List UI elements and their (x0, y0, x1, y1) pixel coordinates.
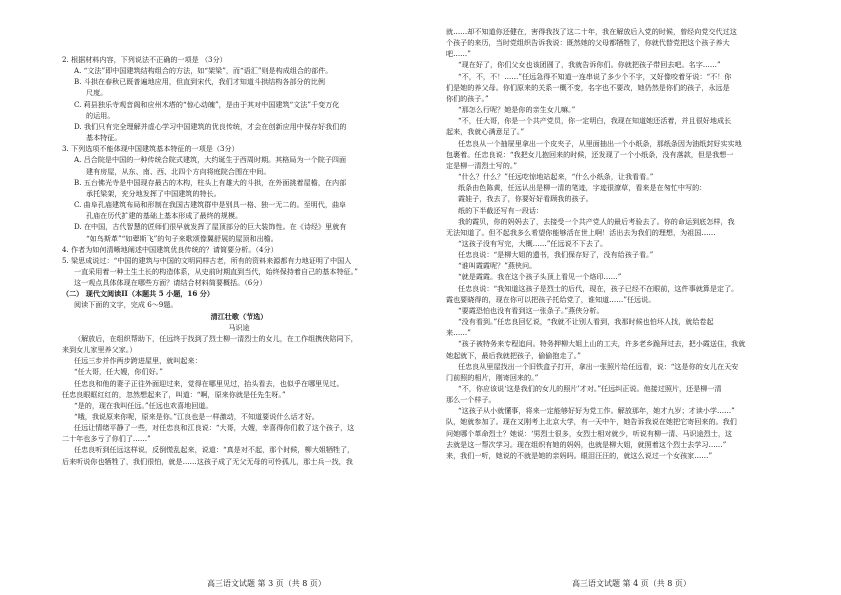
left-text-line: “任大哥，任大嫂，你们好。” (74, 367, 163, 377)
left-text-line: 2. 根据材料内容，下列说法不正确的一项是 （3分） (62, 55, 227, 64)
right-text-line: “孩子被特务来专程追问。特务押柳大姐上山的工夫，许多老乡跪拜过去，把小霞送住，我就 (458, 339, 746, 349)
right-text-line: “没有看到。”任忠良回忆说，“我就不让别人看到，我那时候也怕坏人找，就给卷起 (458, 317, 714, 327)
left-text-line: 孔庙在历代扩建的基础上基本形成了最终的规模。 (86, 211, 243, 221)
right-text-line: 起来，我就心满意足了。” (446, 127, 525, 137)
right-text-line: 个孩子的来历，当时党组织告诉我说：既然她的父母都牺牲了，你就代替党把这个孩子养大 (446, 38, 730, 48)
left-text-line: 这一观点具体体现在哪些方面？请结合材料简要概括。（6分） (74, 278, 267, 288)
left-text-line: 来到女儿家里养父家。） (62, 345, 137, 355)
right-text-line: 门前照的相片，刚寄回来的。” (446, 372, 539, 382)
right-text-line: 就……却不知道你还健在，害得我找了这二十年，我在解放后入党的时候，曾经向党交代过这 (446, 27, 737, 36)
right-text-line: 霞娃子，我去了，你要好好看顾我的孩子。 (458, 194, 593, 204)
right-text-line: “那怎么行呢？她是你的亲生女儿嘛。” (458, 105, 576, 115)
left-text-line: 任远三步并作两步跨进屋里，就叫起来： (74, 356, 202, 366)
left-text-line: “是的，现在我叫任远。”任远也欢喜地回道。 (74, 400, 213, 410)
left-text-line: B. 五台佛光寺是中国现存最古的木构，柱头上有雄大的斗拱，在外面挑着屋檐，在内部 (74, 177, 347, 187)
left-text-line: 尺度。 (86, 88, 108, 98)
left-text-line: 任远让情绪平静了一些，对任忠良和江良说：“大哥，大嫂，幸喜得你们救了这个孩子，这 (74, 423, 355, 433)
left-text-line: B. 斗拱在春秋已既普遍地应用，但直到宋代，我们才知道斗拱结构各部分的比例 (74, 77, 325, 87)
right-text-line: 来，我们一听，她说的不就是她的亲妈吗。眼泪汪汪的，就这么说过一个女孩家……” (446, 450, 713, 460)
page-footer-left: 高三语文试题 第 3 页（共 8 页） (207, 579, 326, 588)
right-text-line: 任忠良说：“是柳大姐的遗书，我们保存好了，没有给孩子看。” (458, 250, 654, 260)
right-text-line: 来……” (446, 328, 471, 338)
right-text-line: 包裹着。任忠良说：“我把女儿抱回来的时候，还发现了一个小纸条，没有落款，但是我想一 (446, 149, 734, 159)
left-text-line: （二） 现代文阅读II（本题共 5 小题，16 分） (62, 289, 214, 299)
right-text-line: “现在好了，你们父女也该团圆了，我就告诉你们。你就把孩子带回去吧。名字……” (458, 60, 721, 70)
left-text-line: 后来听说你也牺牲了，我们很怕，就是……这孩子成了无父无母的可怜孤儿，那士兵一找，我 (62, 456, 353, 466)
left-text-line: 的运用。 (86, 110, 115, 120)
right-text-line: “不，你应该说‘这是我们的女儿的照片’才对。”任远纠正说。他接过照片，还是柳一清 (458, 384, 722, 393)
left-text-line: 任忠良听到任远这样说，反倒慌乱起来，说道：“真是对不起，那个时候，柳大姐牺牲了， (74, 445, 355, 455)
right-text-line: 纸的下半截还写有一段话： (458, 205, 544, 215)
left-text-line: “如鸟斯革”“如翚斯飞”的句子来歌颂像翼舒展的屋顶和出檐。 (86, 233, 278, 243)
left-text-line: 承托梁架，充分地发挥了中国建筑的特长。 (86, 188, 221, 198)
left-text-line: C. 曲阜孔庙建筑布局和形制在我国古建筑群中是别具一格、独一无二的。至明代，曲阜 (74, 200, 347, 210)
left-text-block (62, 54, 416, 467)
page-footer-right: 高三语文试题 第 4 页（共 8 页） (572, 579, 691, 588)
right-text-block (446, 26, 793, 461)
page-right (424, 0, 841, 595)
left-text-line: （解放后，在组织帮助下，任远终于找到了烈士柳一清烈士的女儿，在工作组携侠陪同下， (74, 333, 358, 343)
left-text-line: C. 莉县独乐寺观音阁和应州木塔的“惊心动魄”，是由于其对中国建筑“文法”千变万化 (74, 99, 340, 109)
right-text-line: 任忠良从里屋找出一个旧铁盒子打开，拿出一张照片给任远看，说：“这是你的女儿在天安 (458, 361, 739, 371)
left-text-line: 阅读下面的文字，完成 6～9题。 (74, 300, 178, 310)
right-text-line: 你们的孩子。” (446, 93, 489, 103)
right-text-line: 问她哪个革命烈士？她说：‘男烈士很多，女烈士相对就少，听说有柳一清、马识途烈士，这 (446, 428, 733, 438)
right-text-line: “什么？什么？”任远吃惊地站起来，“什么小纸条，让我看看。” (458, 172, 654, 182)
left-text-line: D. 我们只有完全理解并虚心学习中国建筑的优良传统，才会在创新应用中保存好我们的 (74, 121, 347, 131)
left-text-line: 一直采用着一种土生土长的构造体系，从史前时期直到当代，始终保持着自己的基本特征。” (74, 266, 358, 276)
right-text-line: 无法知道了。但不起我多么希望你能够活在世上啊！活出去为我们的理想，为祖国…… (446, 227, 716, 237)
left-text-line: 马识途 (228, 322, 250, 332)
right-text-line: 任忠良说：“我知道这孩子是烈士的后代，现在，孩子已经不在眼前，这件事就算是定了。 (458, 283, 739, 293)
right-text-line: “要霞恐怕也没有看到这一张条子。”燕侠分析。 (458, 305, 604, 315)
left-text-line: 3. 下列选项不能体现中国建筑基本特征的一项是（3分） (62, 144, 239, 154)
right-text-line: 纸条由色陈黄，任远认出是柳一清的笔迹，字迹很潦草，看来是在匆忙中写的： (458, 183, 707, 193)
left-text-line: 任忠良眼眶红红的，忽然想起来了，叫道：“啊，原来你就是任先生呀。” (62, 389, 286, 399)
left-text-line: D. 在中国，古代智慧的匠师们很早就发挥了屋顶部分的巨大装饰性。在《诗经》里就有 (74, 222, 347, 232)
right-text-line: “不，任大哥，你是一个共产党员，你一定明白，我现在知道她还活着，并且很好地成长 (458, 116, 732, 126)
right-text-line: 吧……” (446, 49, 471, 59)
left-text-line: 4. 作者为如何清晰地阐述中国建筑优良传统的？请简要分析。（4分） (62, 244, 278, 254)
right-text-line: 队，她就参加了。现在又刚考上北京大学，有一天中午，她告诉我说在她把它寄回来的。我们 (446, 417, 737, 427)
right-text-line: 她起就下，最后我就把孩子，偷偷抱走了。” (446, 350, 581, 360)
right-text-line: 那么一个样子。 (446, 395, 496, 405)
left-text-line: 建有房屋，从东、南、西、北四个方向将庭院合围在中间。 (86, 166, 271, 176)
left-text-line: A. 吕合院是中国的一种传统合院式建筑，大约诞生于西周时期。其格局为一个院子四面 (74, 155, 347, 165)
right-text-line: 我的霞贝，你的妈妈去了，去接受一个共产党人的最后考验去了。你的命运到底怎样，我 (458, 216, 735, 226)
left-text-line: 二十年也多亏了你们了……” (62, 434, 151, 444)
right-text-line: “谁叫霞霞呢？”燕侠问。 (458, 261, 537, 271)
right-text-line: 定是柳一清烈士写的。” (446, 160, 518, 170)
right-text-line: 们是她的养父母。你们原来的关系一概不变，名字也不要改，她仍然是你们的孩子，永远是 (446, 82, 730, 92)
right-text-line: “这孩子没有写完，大概……”任远说不下去了。 (458, 238, 608, 248)
right-text-line: “不，不，不！……”任远急得不知道一连串说了多少个不字，又好像咬着牙说：“不！你 (458, 71, 732, 81)
left-text-line: 清江壮歌（节选） (210, 311, 268, 321)
left-text-line: 基本特征。 (86, 133, 122, 143)
left-text-line: “哦，我说原来你呢，原来是你。”江良也是一样激动，不知道要说什么话才好。 (74, 412, 319, 421)
right-text-line: 霞也要晓得的，现在你可以把孩子托给党了，谁知道……”任远说。 (446, 294, 656, 304)
right-text-line: 去就是这一帮次学习。现在组织有她的妈妈，也就是柳大姐，就照着这个烈士去学习……” (446, 439, 727, 449)
left-text-line: A. “文法”即中国建筑结构组合的方法，如“架梁”，而“语汇”则是构成组合的部件。 (74, 66, 333, 76)
left-text-line: 5. 梁思成说过：“中国的建筑与中国的文明同样古老，所有的资料来源都有力地证明了中国人 (62, 255, 352, 265)
right-text-line: “这孩子从小就懂事，将来一定能够好好为党工作。解放那年，她才九岁；才读小学……” (458, 406, 735, 416)
right-text-line: 任忠良从一个抽屉里拿出一个皮夹子，从里面抽出一个小纸条，那纸条因为油纸封好实实地 (458, 138, 742, 148)
left-text-line: 任忠良和他的妻子正往外面迎过来，觉得在哪里见过，抬头看去，也似乎在哪里见过。 (74, 378, 344, 388)
right-text-line: “就是霞霞。我在这个孩子头顶上看见一个烙印……” (458, 272, 622, 282)
